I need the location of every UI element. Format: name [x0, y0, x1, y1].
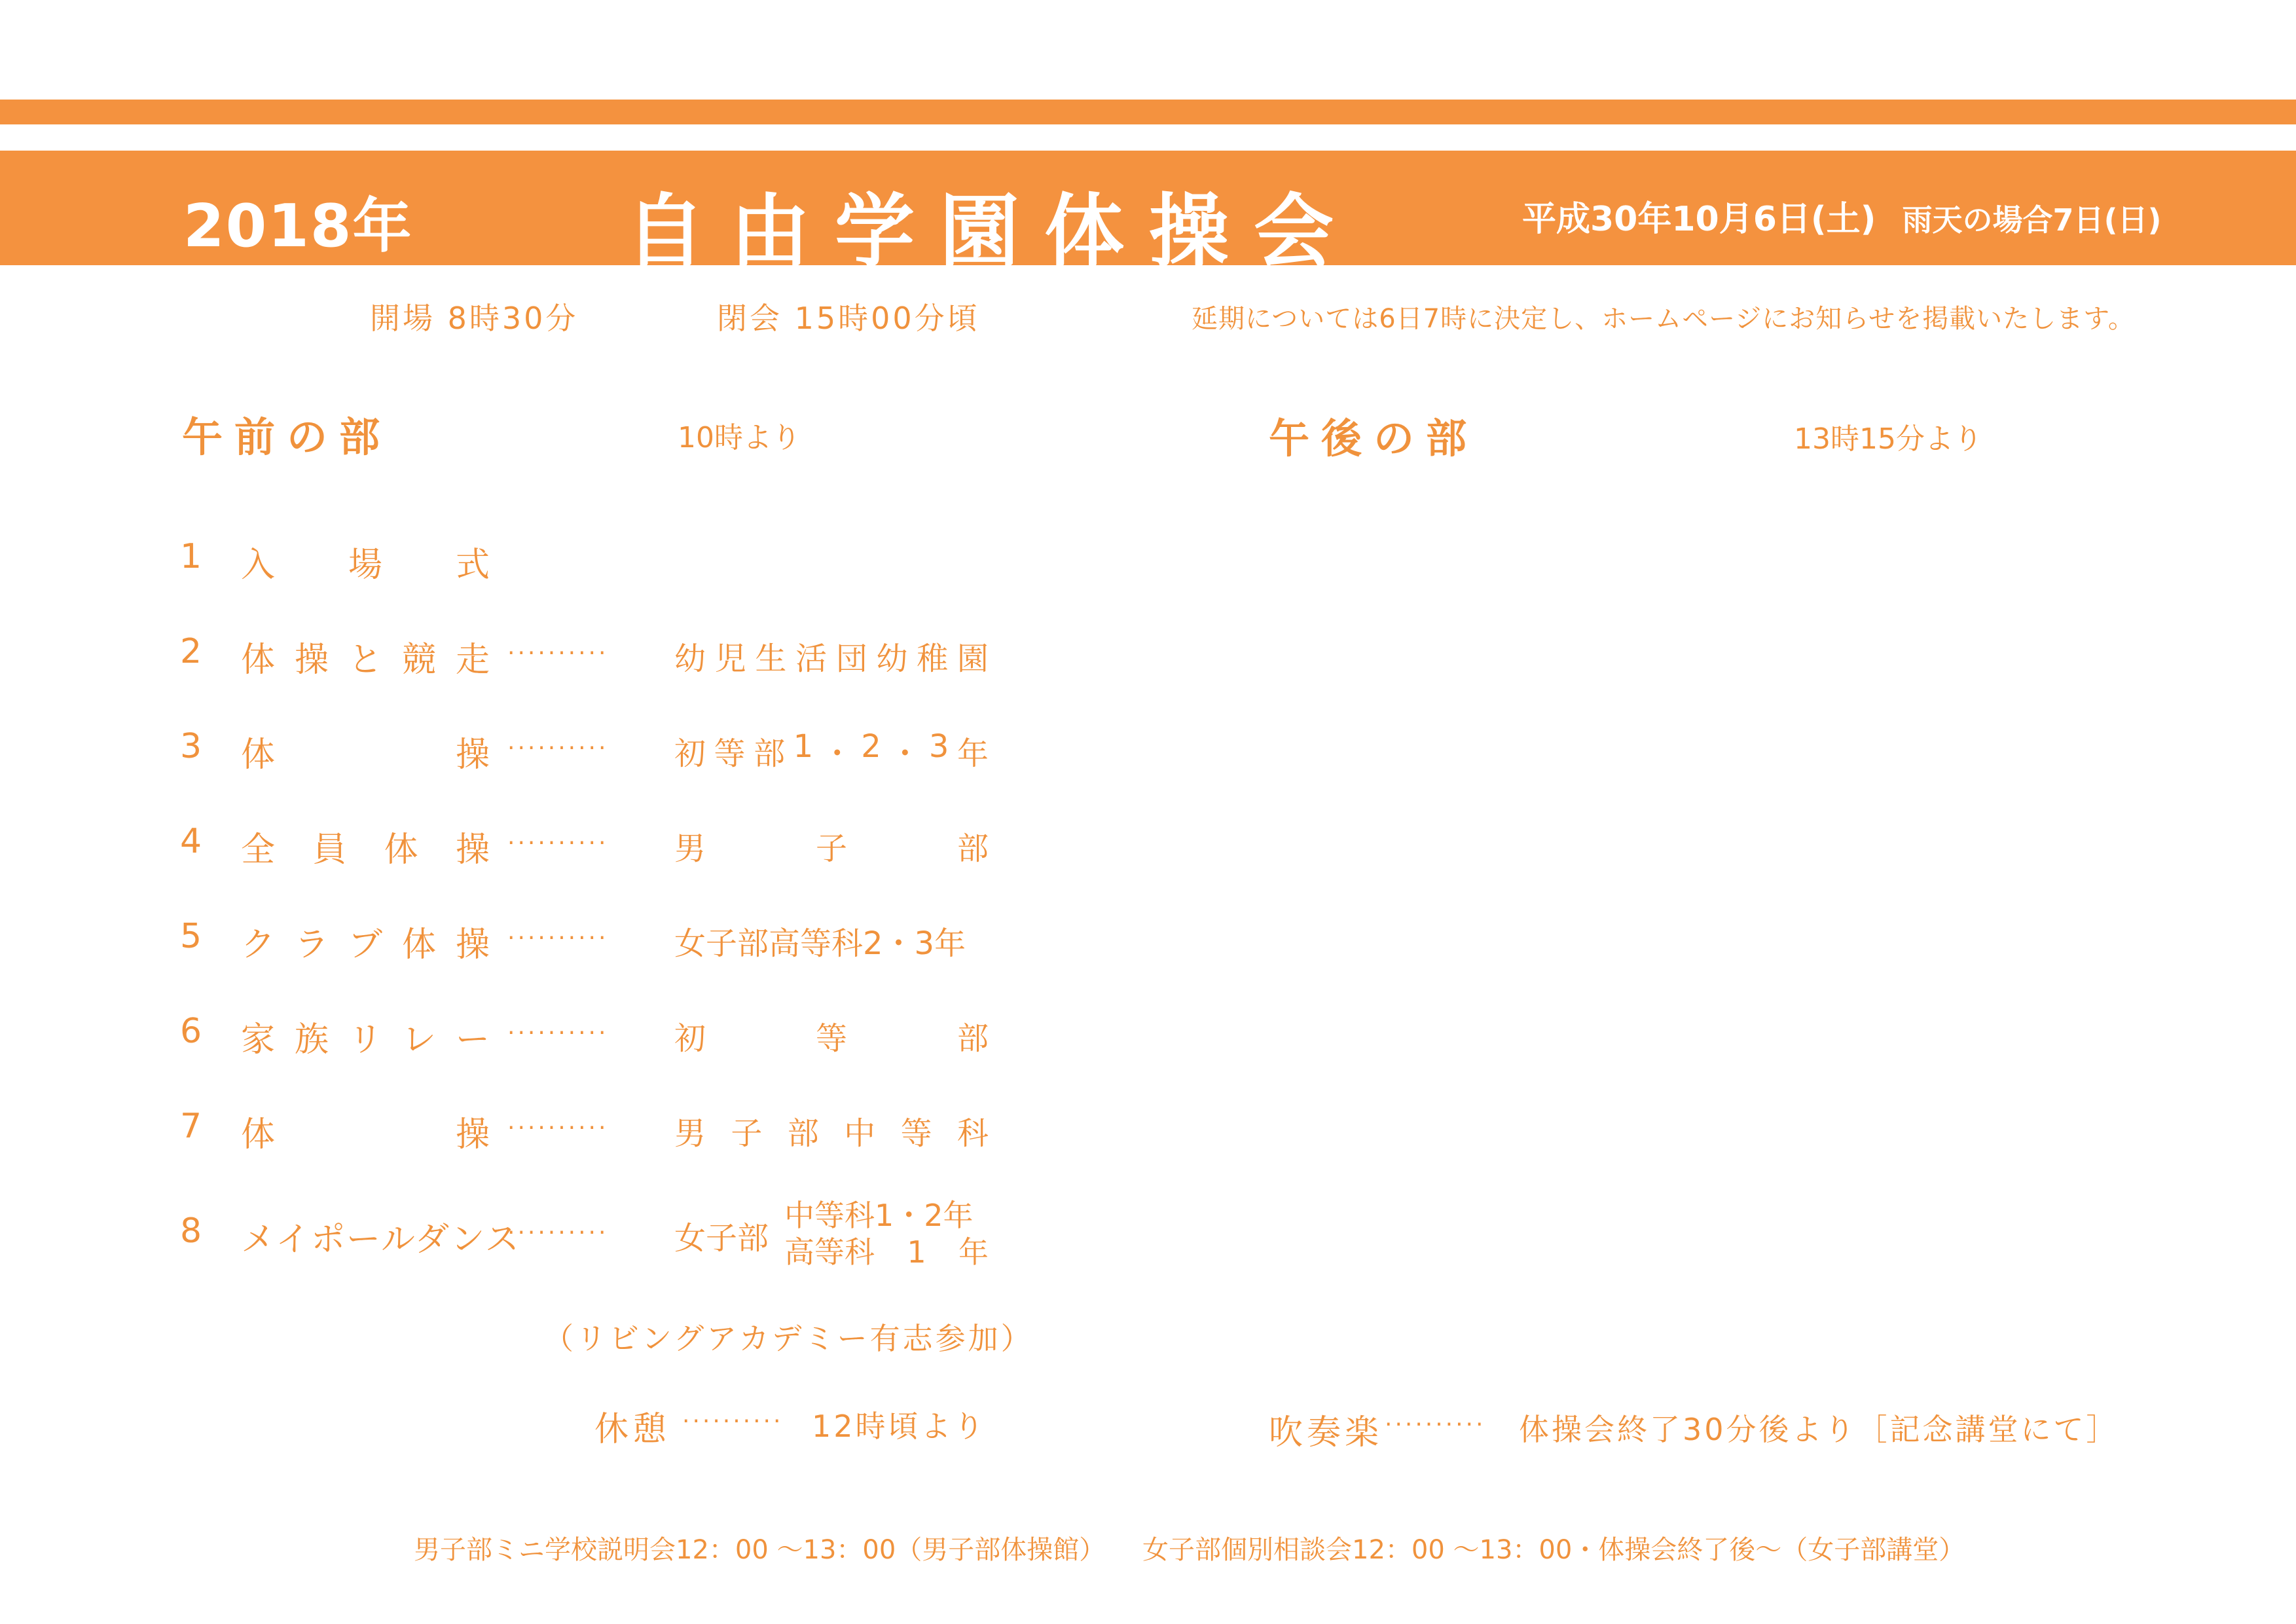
program-event-char: レ: [401, 1020, 436, 1060]
program-group: 女子部: [674, 1220, 769, 1257]
afternoon-start: 13時15分より: [1794, 422, 1982, 456]
leader-dots: ··········: [507, 1115, 609, 1141]
program-participants-char: 男: [674, 1115, 706, 1152]
top-stripe: [0, 100, 2296, 124]
program-sub-line-char: 1: [907, 1234, 926, 1270]
program-event: [241, 1107, 490, 1156]
band-label: 吹奏楽: [1269, 1413, 1383, 1452]
living-note: （リビングアカデミー有志参加）: [543, 1321, 1034, 1356]
program-participants-char: 等: [900, 1115, 932, 1152]
program-sub-line: [784, 1234, 989, 1270]
program-participants-char: 科: [957, 1115, 989, 1152]
program-participants-char: 部: [957, 830, 989, 867]
program-event: [241, 917, 490, 966]
girls-consultation: 女子部個別相談会12：00 ～13：00・体操会終了後～（女子部講堂）: [1142, 1535, 1965, 1565]
program-event: [241, 822, 490, 871]
program-participants-char: 部: [754, 735, 786, 772]
program-event-char: 体: [384, 830, 418, 870]
program-event: [241, 537, 490, 586]
program-event-char: ラ: [294, 925, 329, 965]
postpone-notice: 延期については6日7時に決定し、ホームページにお知らせを掲載いたします。: [1192, 304, 2135, 334]
leader-dots: ··········: [507, 925, 609, 951]
event-year: 2018年: [183, 192, 413, 261]
program-participants-char: 女子部高等科2・3年: [674, 925, 966, 962]
morning-title: 午前の部: [182, 413, 392, 461]
program-participants-char: 生: [755, 640, 787, 677]
program-event-char: 操: [294, 640, 329, 680]
date-text: 平成30年10月6日(土): [1522, 200, 1876, 239]
program-sub-line: [784, 1197, 989, 1234]
program-number: 2: [180, 632, 202, 671]
program-number: 3: [180, 727, 202, 766]
program-sub-line-char: 年: [958, 1234, 989, 1270]
program-participants-char: 幼: [876, 640, 908, 677]
program-event-char: ク: [241, 925, 276, 965]
program-event-char: 操: [455, 735, 490, 775]
program-event-char: メイポールダンス: [241, 1220, 520, 1259]
program-participants-char: ・: [889, 735, 921, 772]
program-event: [241, 727, 490, 776]
program-participants-char: 子: [815, 830, 847, 867]
event-date: [1522, 191, 2162, 240]
program-event-char: 操: [455, 925, 490, 965]
program-number: 6: [180, 1012, 202, 1051]
program-participants-char: 児: [714, 640, 746, 677]
program-participants-char: 3: [928, 728, 949, 765]
close-time: 閉会 15時00分頃: [717, 301, 980, 336]
program-event: [241, 632, 490, 681]
program-event-char: ブ: [348, 925, 382, 965]
program-event-char: 家: [241, 1020, 276, 1060]
program-participants-char: 幼: [674, 640, 706, 677]
program-number: 7: [180, 1107, 202, 1146]
program-participants: [674, 1013, 989, 1058]
leader-dots: ··········: [507, 1219, 609, 1246]
program-event-char: ー: [455, 1020, 490, 1060]
program-participants-char: 1: [793, 728, 814, 765]
program-event-char: 入: [241, 545, 276, 585]
leader-dots: ··········: [507, 1020, 609, 1046]
program-participants-char: 男: [674, 830, 706, 867]
morning-start: 10時より: [678, 421, 801, 454]
program-participants-char: 稚: [917, 640, 949, 677]
title-banner: [0, 151, 2296, 278]
program-event-char: 場: [348, 545, 382, 585]
program-participants-char: 部: [957, 1020, 989, 1057]
program-event-char: 員: [312, 830, 347, 870]
program-event-char: と: [348, 640, 382, 680]
program-event-char: 式: [455, 545, 490, 585]
program-participants-char: 初: [674, 735, 706, 772]
rest-time: 12時頃より: [812, 1409, 987, 1444]
program-event-char: 族: [294, 1020, 329, 1060]
program-event-char: 体: [241, 1115, 276, 1154]
program-event: [241, 1211, 520, 1261]
program-participants: [674, 728, 989, 773]
program-sub-line-char: 中等科1・2年: [784, 1198, 974, 1233]
program-number: 1: [180, 537, 202, 576]
rest-leader: ··········: [682, 1408, 784, 1435]
program-event-char: 体: [241, 735, 276, 775]
program-participants-char: 団: [835, 640, 867, 677]
program-number: 5: [180, 917, 202, 956]
program-participants-char: 部: [787, 1115, 819, 1152]
program-event-char: 操: [455, 830, 490, 870]
program-event-char: 全: [241, 830, 276, 870]
program-participants-char: 等: [815, 1020, 847, 1057]
leader-dots: ··········: [507, 830, 609, 857]
program-participants: [674, 1108, 989, 1153]
program-participants-char: 初: [674, 1020, 706, 1057]
program-participants-char: 年: [957, 735, 989, 772]
afternoon-title: 午後の部: [1269, 415, 1479, 462]
program-participants-char: 2: [861, 728, 881, 765]
program-event-char: 操: [455, 1115, 490, 1154]
program-participants-char: 子: [731, 1115, 763, 1152]
program-event-char: 走: [455, 640, 490, 680]
program-sub-line-char: 高等科: [784, 1234, 875, 1270]
program-event-char: 競: [401, 640, 436, 680]
program-number: 8: [180, 1211, 202, 1251]
program-participants-char: 活: [795, 640, 828, 677]
band-text: 体操会終了30分後より［記念講堂にて］: [1519, 1412, 2119, 1447]
program-participants-char: 園: [957, 640, 989, 677]
program-event-char: 体: [241, 640, 276, 680]
page-title: 自由学園体操会: [625, 185, 1358, 278]
open-time: 開場 8時30分: [370, 301, 579, 336]
program-event-char: 体: [401, 925, 436, 965]
program-number: 4: [180, 822, 202, 861]
program-participants-char: ・: [821, 735, 853, 772]
rest-label: 休憩: [594, 1410, 671, 1449]
rain-date: 雨天の場合7日(日): [1902, 202, 2162, 238]
boys-info-session: 男子部ミニ学校説明会12：00 ～13：00（男子部体操館）: [414, 1535, 1106, 1565]
band-leader: ··········: [1385, 1411, 1486, 1438]
program-event-char: リ: [348, 1020, 382, 1060]
leader-dots: ··········: [507, 735, 609, 762]
program-participants: [674, 823, 989, 868]
program-participants: [674, 633, 989, 678]
leader-dots: ··········: [507, 640, 609, 667]
program-participants-char: 等: [714, 735, 746, 772]
program-event: [241, 1012, 490, 1061]
program-participants-char: 中: [844, 1115, 876, 1152]
program-participants: [674, 918, 989, 963]
